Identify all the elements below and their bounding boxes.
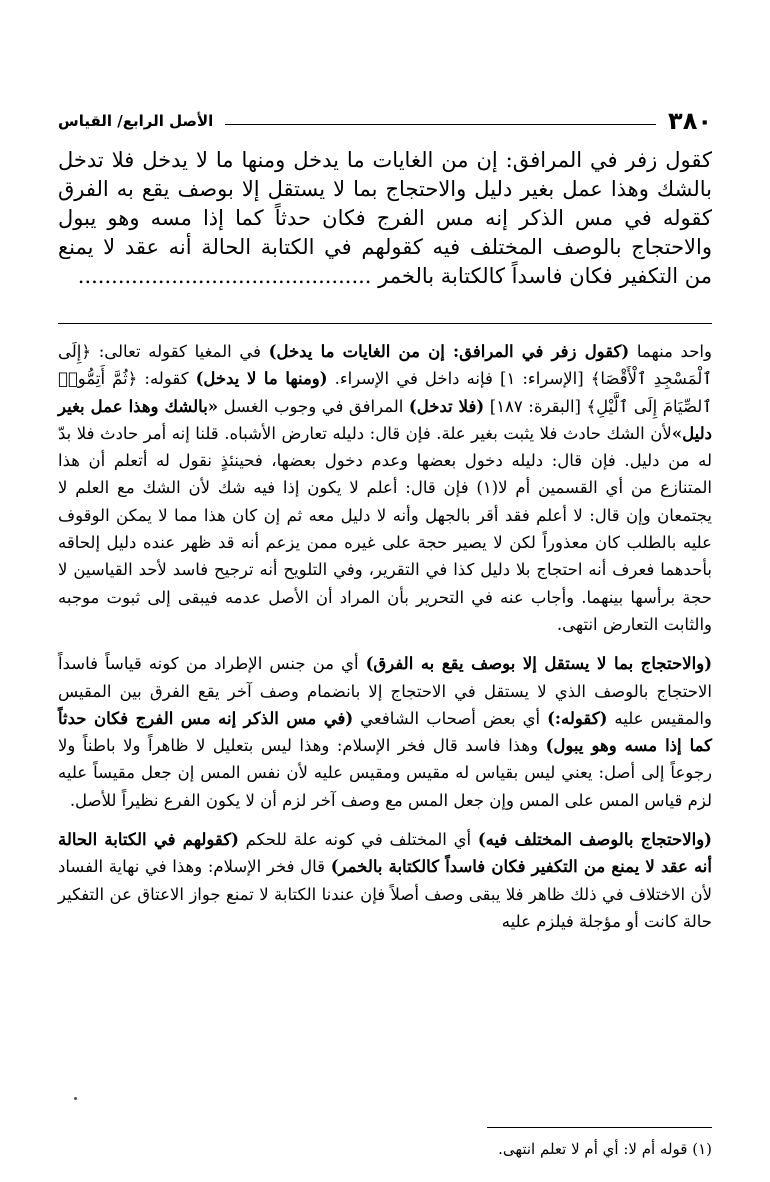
commentary-text: وهذا فاسد قال فخر الإسلام: وهذا ليس بتعليل لا ظاهراً ولا باطناً ولا رجوعاً إلى أصل: يعني ليس بقياس له مقيس ومقيس عليه لأن نفس المس إن جعل مقيساً عليه لزم قياس المس على المس وإن جعل المس مع وصف آخر لزم أن لا يكون الفرع نظيراً للأصل.: [58, 736, 712, 810]
quoted-matn: (كقولهم في الكتابة الحالة أنه عقد لا يمنع من التكفير فكان فاسداً كالكتابة بالخمر): [58, 830, 712, 877]
matn-text: [58, 146, 712, 291]
commentary-text: فإن قال: أعلم لا يكون إذا فيه شك لأن الشك مع العلم لا يجتمعان وإن قال: لا أعلم فقد أقر بالجهل وأنه لا دليل معه ثم إن كان هذا مما لا يمكن الوقوف عليه بالطلب كان معذوراً لكن لا يصير حجة على غيره ممن يزعم أنه قد ظهر عنده دليل إلحاقه بأحدهما فعرف أنه احتجاج بلا دليل كذا في التقرير، وفي التلويح أنه ترجيح فاسد لأحد القياسين لا حجة برأسها بينهما. وأجاب عنه في التحرير بأن المراد أن الأصل عدمه فيبقى إلى ثبوت موجبه والثابت التعارض انتهى.: [58, 478, 712, 634]
commentary-paragraph: [58, 650, 712, 814]
commentary-paragraph: [58, 826, 712, 935]
commentary-text: أي بعض أصحاب الشافعي: [353, 708, 548, 728]
matn-trailing-dots: ............................................: [77, 264, 372, 288]
footnote-divider: [487, 1127, 712, 1128]
commentary-text: قال فخر الإسلام: وهذا في نهاية الفساد لأن الاختلاف في ذلك ظاهر فلا يبقى وصف أصلاً فإن عندنا الكتابة لا تمنع جواز الاعتاق عن التفكير حالة كانت أو مؤجلة فيلزم عليه: [58, 857, 712, 931]
commentary-paragraph: [58, 338, 712, 638]
scan-speck: [74, 1097, 77, 1100]
quoted-matn: (كقوله:): [547, 708, 608, 728]
commentary-text: واحد منهما: [629, 342, 712, 361]
commentary: [58, 338, 712, 935]
main-text-divider: [58, 323, 712, 324]
quoted-matn: (والاحتجاج بالوصف المختلف فيه): [477, 830, 712, 850]
quoted-matn: (والاحتجاج بما لا يستقل إلا بوصف يقع به الفرق): [365, 654, 712, 674]
matn-body: كقول زفر في المرافق: إن من الغايات ما يدخل ومنها ما لا يدخل فلا تدخل بالشك وهذا عمل بغير دليل والاحتجاج بما لا يستقل إلا بوصف يقع به الفرق كقوله في مس الذكر إنه مس الفرج فكان حدثاً كما إذا مسه وهو يبول والاحتجاج بالوصف المختلف فيه كقولهم في الكتابة الحالة أنه عقد لا يمنع من التكفير فكان فاسداً كالكتابة بالخمر: [58, 148, 712, 288]
commentary-text: لأن الشك حادث فلا يثبت بغير علة. فإن قال: دليله تعارض الأشباه. قلنا إنه أمر حادث فلا بدّ له من دليل. فإن قال: دليله دخول بعضها وعدم دخول بعضها، فحينئذٍ نقول له أتعلم أن هذا المتنازع من أي القسمين أم لا: [58, 423, 712, 498]
running-title: الأصل الرابع/ القياس: [58, 112, 214, 130]
commentary-text: أي المختلف في كونه علة للحكم: [238, 830, 478, 850]
footnote: (١) قوله أم لا: أي أم لا تعلم انتهى.: [498, 1140, 712, 1158]
quoted-matn: «بالشك وهذا عمل بغير دليل»: [58, 396, 712, 443]
commentary-text: أي من جنس الإطراد من كونه قياساً فاسداً الاحتجاج بالوصف الذي لا يستقل في الاحتجاج إلا بانضمام وصف آخر يقع الفرق بين المقيس والمقيس عليه: [58, 654, 712, 728]
commentary-text: في المغيا كقوله تعالى: ﴿إِلَى ٱلْمَسْجِدِ ٱلْأَقْصَا﴾ [الإسراء: ١] فإنه داخل في الإسراء.: [58, 342, 712, 389]
commentary-text: كقوله: ﴿ثُمَّ أَتِمُّوا۟ ٱلصِّيَامَ إِلَى ٱلَّيْلِ﴾ [البقرة: ١٨٧]: [58, 369, 713, 416]
quoted-matn: (في مس الذكر إنه مس الفرج فكان حدثاً كما إذا مسه وهو يبول): [58, 708, 713, 756]
running-head: [58, 106, 712, 136]
quoted-matn: (فلا تدخل): [408, 396, 485, 416]
quoted-matn: (كقول زفر في المرافق: إن من الغايات ما يدخل): [268, 342, 630, 361]
quoted-matn: (ومنها ما لا يدخل): [195, 369, 328, 389]
page-number: ٣٨٠: [668, 107, 712, 135]
commentary-text: المرافق في وجوب الغسل: [218, 396, 409, 416]
commentary-text: (١): [476, 478, 499, 498]
header-rule: [225, 124, 656, 125]
